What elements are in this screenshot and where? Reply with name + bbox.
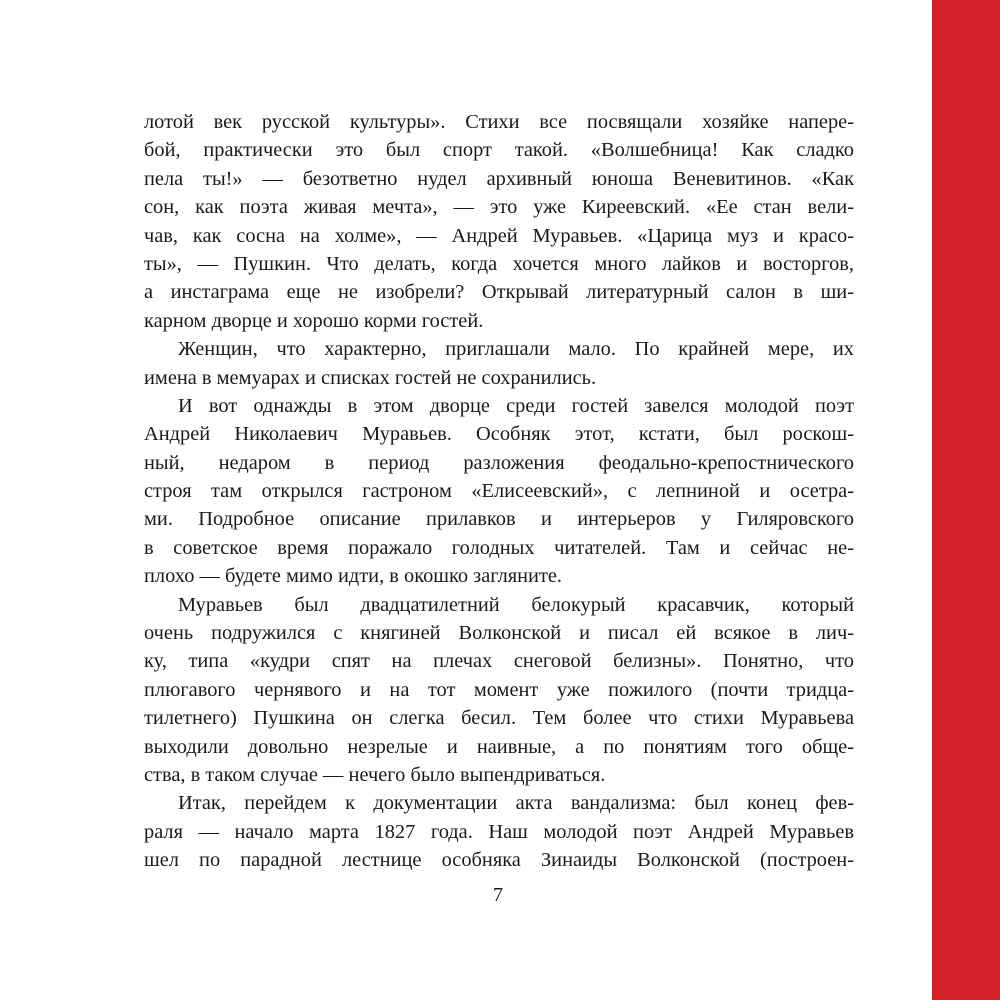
page-number: [0, 884, 932, 907]
text-line: имена в мемуарах и списках гостей не сохранились.: [144, 366, 597, 389]
text-line: лотой век русской культуры». Стихи все посвящали хозяйке напере-: [144, 111, 854, 133]
text-line: плюгавого чернявого и на тот момент уже пожилого (почти тридца-: [144, 678, 854, 701]
page-number-label: 7: [493, 884, 503, 906]
text-line: Итак, перейдем к документации акта вандализма: был конец фев-: [178, 792, 854, 815]
text-line: Женщин, что характерно, приглашали мало. По крайней мере, их: [178, 338, 854, 361]
text-line: Андрей Николаевич Муравьев. Особняк этот, кстати, был роскош-: [144, 423, 854, 446]
text-line: карном дворце и хорошо корми гостей.: [144, 309, 484, 332]
text-line: очень подружился с княгиней Волконской и писал ей всякое в лич-: [144, 622, 854, 645]
text-line: ми. Подробное описание прилавков и интерьеров у Гиляровского: [144, 508, 854, 531]
text-line: в советское время поражало голодных читателей. Там и сейчас не-: [144, 536, 854, 559]
text-line: а инстаграма еще не изобрели? Открывай литературный салон в ши-: [144, 281, 854, 304]
text-line: раля — начало марта 1827 года. Наш молодой поэт Андрей Муравьев: [144, 820, 854, 843]
text-line: выходили довольно незрелые и наивные, а по понятиям того обще-: [144, 735, 854, 758]
page-body-text: [144, 108, 854, 875]
text-line: ный, недаром в период разложения феодально-крепостнического: [144, 451, 854, 474]
text-line: бой, практически это был спорт такой. «Волшебница! Как сладко: [144, 139, 854, 162]
text-line: ты», — Пушкин. Что делать, когда хочется много лайков и восторгов,: [144, 252, 854, 275]
text-line: И вот однажды в этом дворце среди гостей завелся молодой поэт: [178, 394, 854, 417]
text-line: сон, как поэта живая мечта», — это уже Киреевский. «Ее стан вели-: [144, 196, 854, 219]
text-line: Муравьев был двадцатилетний белокурый красавчик, который: [178, 593, 854, 616]
text-line: ку, типа «кудри спят на плечах снеговой белизны». Понятно, что: [144, 650, 854, 673]
text-line: пела ты!» — безответно нудел архивный юноша Веневитинов. «Как: [144, 167, 854, 190]
text-line: ства, в таком случае — нечего было выпендриваться.: [144, 763, 606, 786]
text-line: тилетнего) Пушкина он слегка бесил. Тем более что стихи Муравьева: [144, 707, 854, 730]
text-line: строя там открылся гастроном «Елисеевский», с лепниной и осетра-: [144, 480, 854, 503]
text-line: плохо — будете мимо идти, в окошко загляните.: [144, 565, 563, 588]
text-line: чав, как сосна на холме», — Андрей Муравьев. «Царица муз и красо-: [144, 224, 854, 247]
red-edge-strip: [932, 0, 1000, 1000]
text-line: шел по парадной лестнице особняка Зинаиды Волконской (построен-: [144, 849, 854, 872]
